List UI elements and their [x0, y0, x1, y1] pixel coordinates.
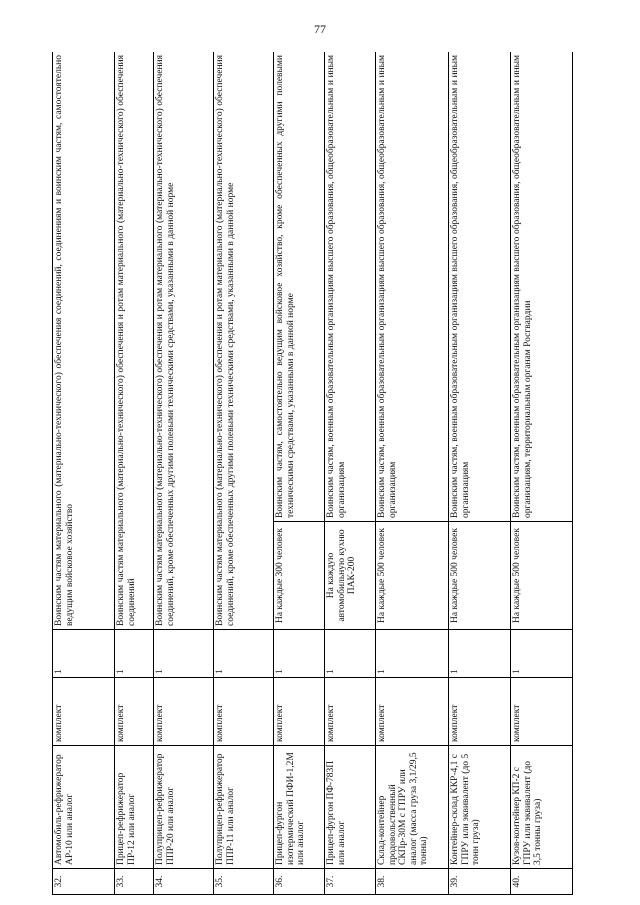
- row-number: 35.: [214, 869, 274, 895]
- quantity: 1: [511, 630, 573, 678]
- item-name: Полуприцеп-рефрижератор ППР-11 или аналог: [214, 746, 274, 869]
- unit-of-measure: комплект: [511, 678, 573, 746]
- unit-of-measure: комплект: [274, 678, 325, 746]
- item-name: Полуприцеп-рефрижератор ППР-20 или аналог: [154, 746, 214, 869]
- table-row: [511, 52, 573, 895]
- recipients: Воинским частям, военным образовательным организациям высшего образования, общеобразовательным и иным организациям: [376, 52, 449, 522]
- unit-of-measure: комплект: [154, 678, 214, 746]
- recipients: Воинским частям, самостоятельно ведущим войсковое хозяйство, кроме обеспеченных другими полевыми техническими средствами, указанными в данной норме: [274, 52, 325, 522]
- unit-of-measure: комплект: [325, 678, 376, 746]
- item-name: Прицеп-фургон ПФ-783П или аналог: [325, 746, 376, 869]
- table-row: [115, 52, 154, 895]
- unit-of-measure: комплект: [214, 678, 274, 746]
- page-number: 77: [314, 22, 326, 36]
- quantity: 1: [214, 630, 274, 678]
- item-name: Прицеп-рефрижератор ПР-12 или аналог: [115, 746, 154, 869]
- item-name: Склад-контейнер продовольственный СКПр-30М с ГПРУ или аналог (масса груза 3,1/29,5 тонны): [376, 746, 449, 869]
- recipients: Воинским частям, военным образовательным организациям высшего образования, общеобразовательным и иным организациям: [325, 52, 376, 522]
- quantity: 1: [274, 630, 325, 678]
- recipients: Воинским частям, военным образовательным организациям высшего образования, общеобразовательным и иным организациям, территориальным органам Росгвардии: [511, 52, 573, 522]
- rotated-table-sheet: [52, 52, 597, 895]
- unit-of-measure: комплект: [53, 678, 115, 746]
- table-row: [376, 52, 449, 895]
- unit-of-measure: комплект: [376, 678, 449, 746]
- row-number: 34.: [154, 869, 214, 895]
- quantity: 1: [53, 630, 115, 678]
- table-row: [274, 52, 325, 895]
- item-name: Контейнер-склад ККР-4,1 с ГПРУ или эквивалент (до 5 тонн груза): [449, 746, 511, 869]
- table-row: [214, 52, 274, 895]
- unit-of-measure: комплект: [449, 678, 511, 746]
- recipients: Воинским частям материального (материально-технического) обеспечения соединений, соединениям и воинским частям, самостоятельно ведущим войсковое хозяйство: [53, 52, 115, 630]
- recipients: Воинским частям материального (материально-технического) обеспечения и ротам материального (материально-технического) обеспечения соединений, кроме обеспеченных другими полевыми техническими средствами, указанными в данной норме: [214, 52, 274, 630]
- issue-norm: На каждые 500 человек: [511, 522, 573, 630]
- table-row: [325, 52, 376, 895]
- recipients: Воинским частям материального (материально-технического) обеспечения и ротам материального (материально-технического) обеспечения соединений, кроме обеспеченных другими полевыми техническими средствами, указанными в данной норме: [154, 52, 214, 630]
- unit-of-measure: комплект: [115, 678, 154, 746]
- table-row: [154, 52, 214, 895]
- quantity: 1: [325, 630, 376, 678]
- issue-norm: На каждые 300 человек: [274, 522, 325, 630]
- supply-norms-table: [52, 52, 573, 895]
- quantity: 1: [376, 630, 449, 678]
- row-number: 32.: [53, 869, 115, 895]
- row-number: 40.: [511, 869, 573, 895]
- item-name: Кузов-контейнер КП-2 с ГПРУ или эквивалент (до 3,5 тонны груза): [511, 746, 573, 869]
- quantity: 1: [449, 630, 511, 678]
- issue-norm: На каждую автомобильную кухню ПАК-200: [325, 522, 376, 630]
- quantity: 1: [115, 630, 154, 678]
- table-rotation-wrapper: [52, 52, 597, 895]
- row-number: 38.: [376, 869, 449, 895]
- item-name: Прицеп-фургон изотермический ПФИ-1,2М или аналог: [274, 746, 325, 869]
- row-number: 39.: [449, 869, 511, 895]
- row-number: 37.: [325, 869, 376, 895]
- recipients: Воинским частям, военным образовательным организациям высшего образования, общеобразовательным и иным организациям: [449, 52, 511, 522]
- item-name: Автомобиль-рефрижератор АР-10 или аналог: [53, 746, 115, 869]
- recipients: Воинским частям материального (материально-технического) обеспечения и ротам материального (материально-технического) обеспечения соединений: [115, 52, 154, 630]
- issue-norm: На каждые 500 человек: [449, 522, 511, 630]
- row-number: 36.: [274, 869, 325, 895]
- table-row: [53, 52, 115, 895]
- row-number: 33.: [115, 869, 154, 895]
- table-row: [449, 52, 511, 895]
- quantity: 1: [154, 630, 214, 678]
- issue-norm: На каждые 500 человек: [376, 522, 449, 630]
